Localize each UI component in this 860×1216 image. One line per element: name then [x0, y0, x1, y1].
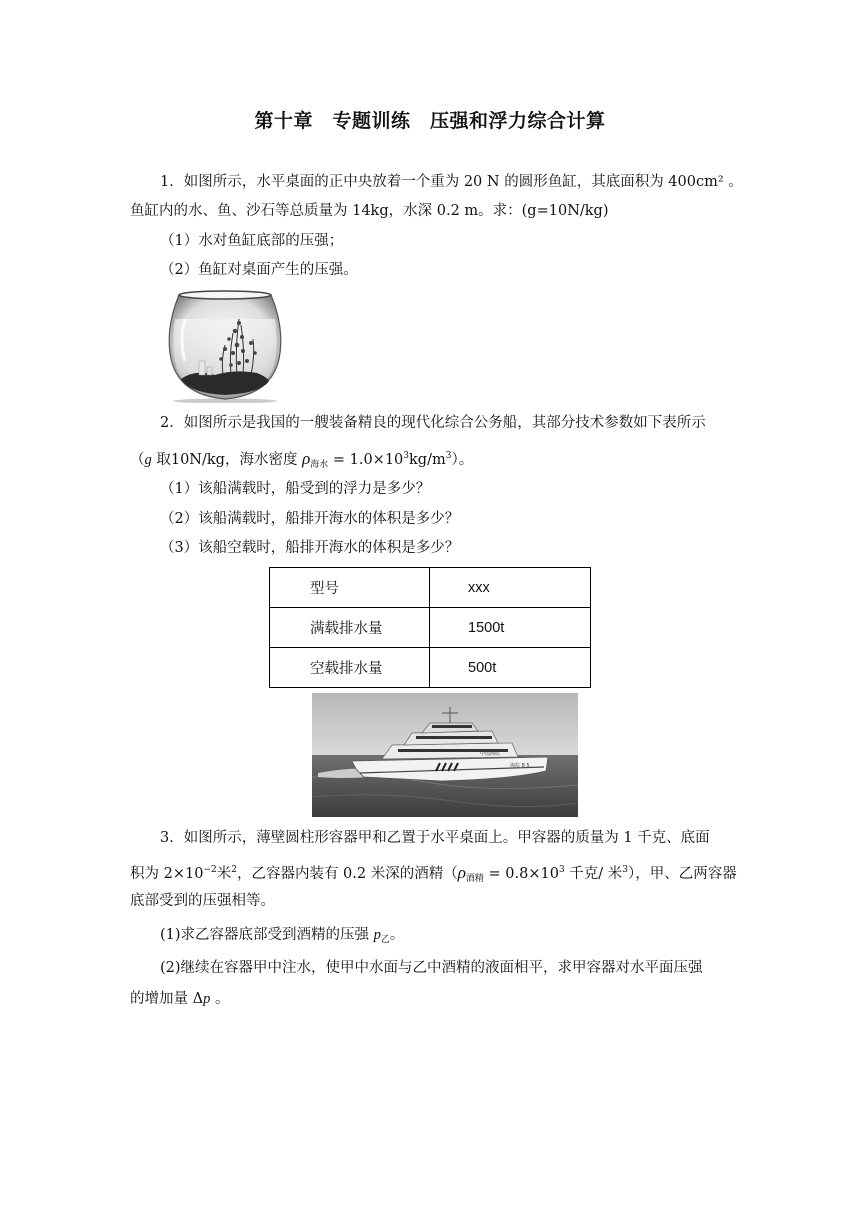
table-cell: 空载排水量: [270, 648, 430, 688]
ship-image: [312, 693, 578, 817]
table-cell: 500t: [430, 648, 591, 688]
q2-line2: （g 取10N/kg，海水密度 $\rho_{海水} = 1.0\times 10^3kg/m^3$）。: [130, 449, 474, 470]
table-cell: 型号: [270, 568, 430, 608]
q3-sub1: (1)求乙容器底部受到酒精的压强 $p_乙$。: [160, 927, 405, 945]
q1-line1: 1．如图所示，水平桌面的正中央放着一个重为 20 N 的圆形鱼缸，其底面积为 400cm² 。: [160, 174, 743, 190]
q2-line1: 2．如图所示是我国的一艘装备精良的现代化综合公务船，其部分技术参数如下表所示: [160, 415, 706, 431]
fishbowl-image: [165, 289, 285, 403]
table-row: [270, 608, 591, 648]
q2-sub2: （2）该船满载时，船排开海水的体积是多少？: [160, 511, 460, 527]
q3-line3: 底部受到的压强相等。: [130, 893, 275, 909]
table-cell: 1500t: [430, 608, 591, 648]
ship-spec-table: [269, 567, 591, 688]
q1-line2: 鱼缸内的水、鱼、沙石等总质量为 14kg，水深 0.2 m。求：(g=10N/kg): [130, 203, 609, 219]
table-row: [270, 568, 591, 608]
page-title: 第十章 专题训练 压强和浮力综合计算: [254, 110, 606, 132]
q3-line2: 积为 $2\times 10^{-2}$米$^2$，乙容器内装有 0.2 米深的酒精（$\rho_{酒精} = 0.8\times 10^3$ 千克/ 米$^3$），甲、乙两容器: [130, 863, 737, 884]
q2-sub1: （1）该船满载时，船受到的浮力是多少？: [160, 481, 431, 497]
ship-number-text: 海监 8 5: [510, 763, 530, 769]
q3-sub2: (2)继续在容器甲中注水，使甲中水面与乙中酒精的液面相平，求甲容器对水平面压强: [160, 960, 703, 976]
table-row: [270, 648, 591, 688]
q3-line-last: 的增加量 Δp 。: [130, 991, 230, 1007]
table-cell: 满载排水量: [270, 608, 430, 648]
ship-name-text: 中国海监: [480, 751, 501, 757]
q2-sub3: （3）该船空载时，船排开海水的体积是多少？: [160, 540, 460, 556]
q3-line1: 3．如图所示，薄壁圆柱形容器甲和乙置于水平桌面上。甲容器的质量为 1 千克、底面: [160, 830, 710, 846]
q1-sub2: （2）鱼缸对桌面产生的压强。: [160, 262, 358, 278]
table-cell: xxx: [430, 568, 591, 608]
q1-sub1: （1）水对鱼缸底部的压强；: [160, 233, 344, 249]
